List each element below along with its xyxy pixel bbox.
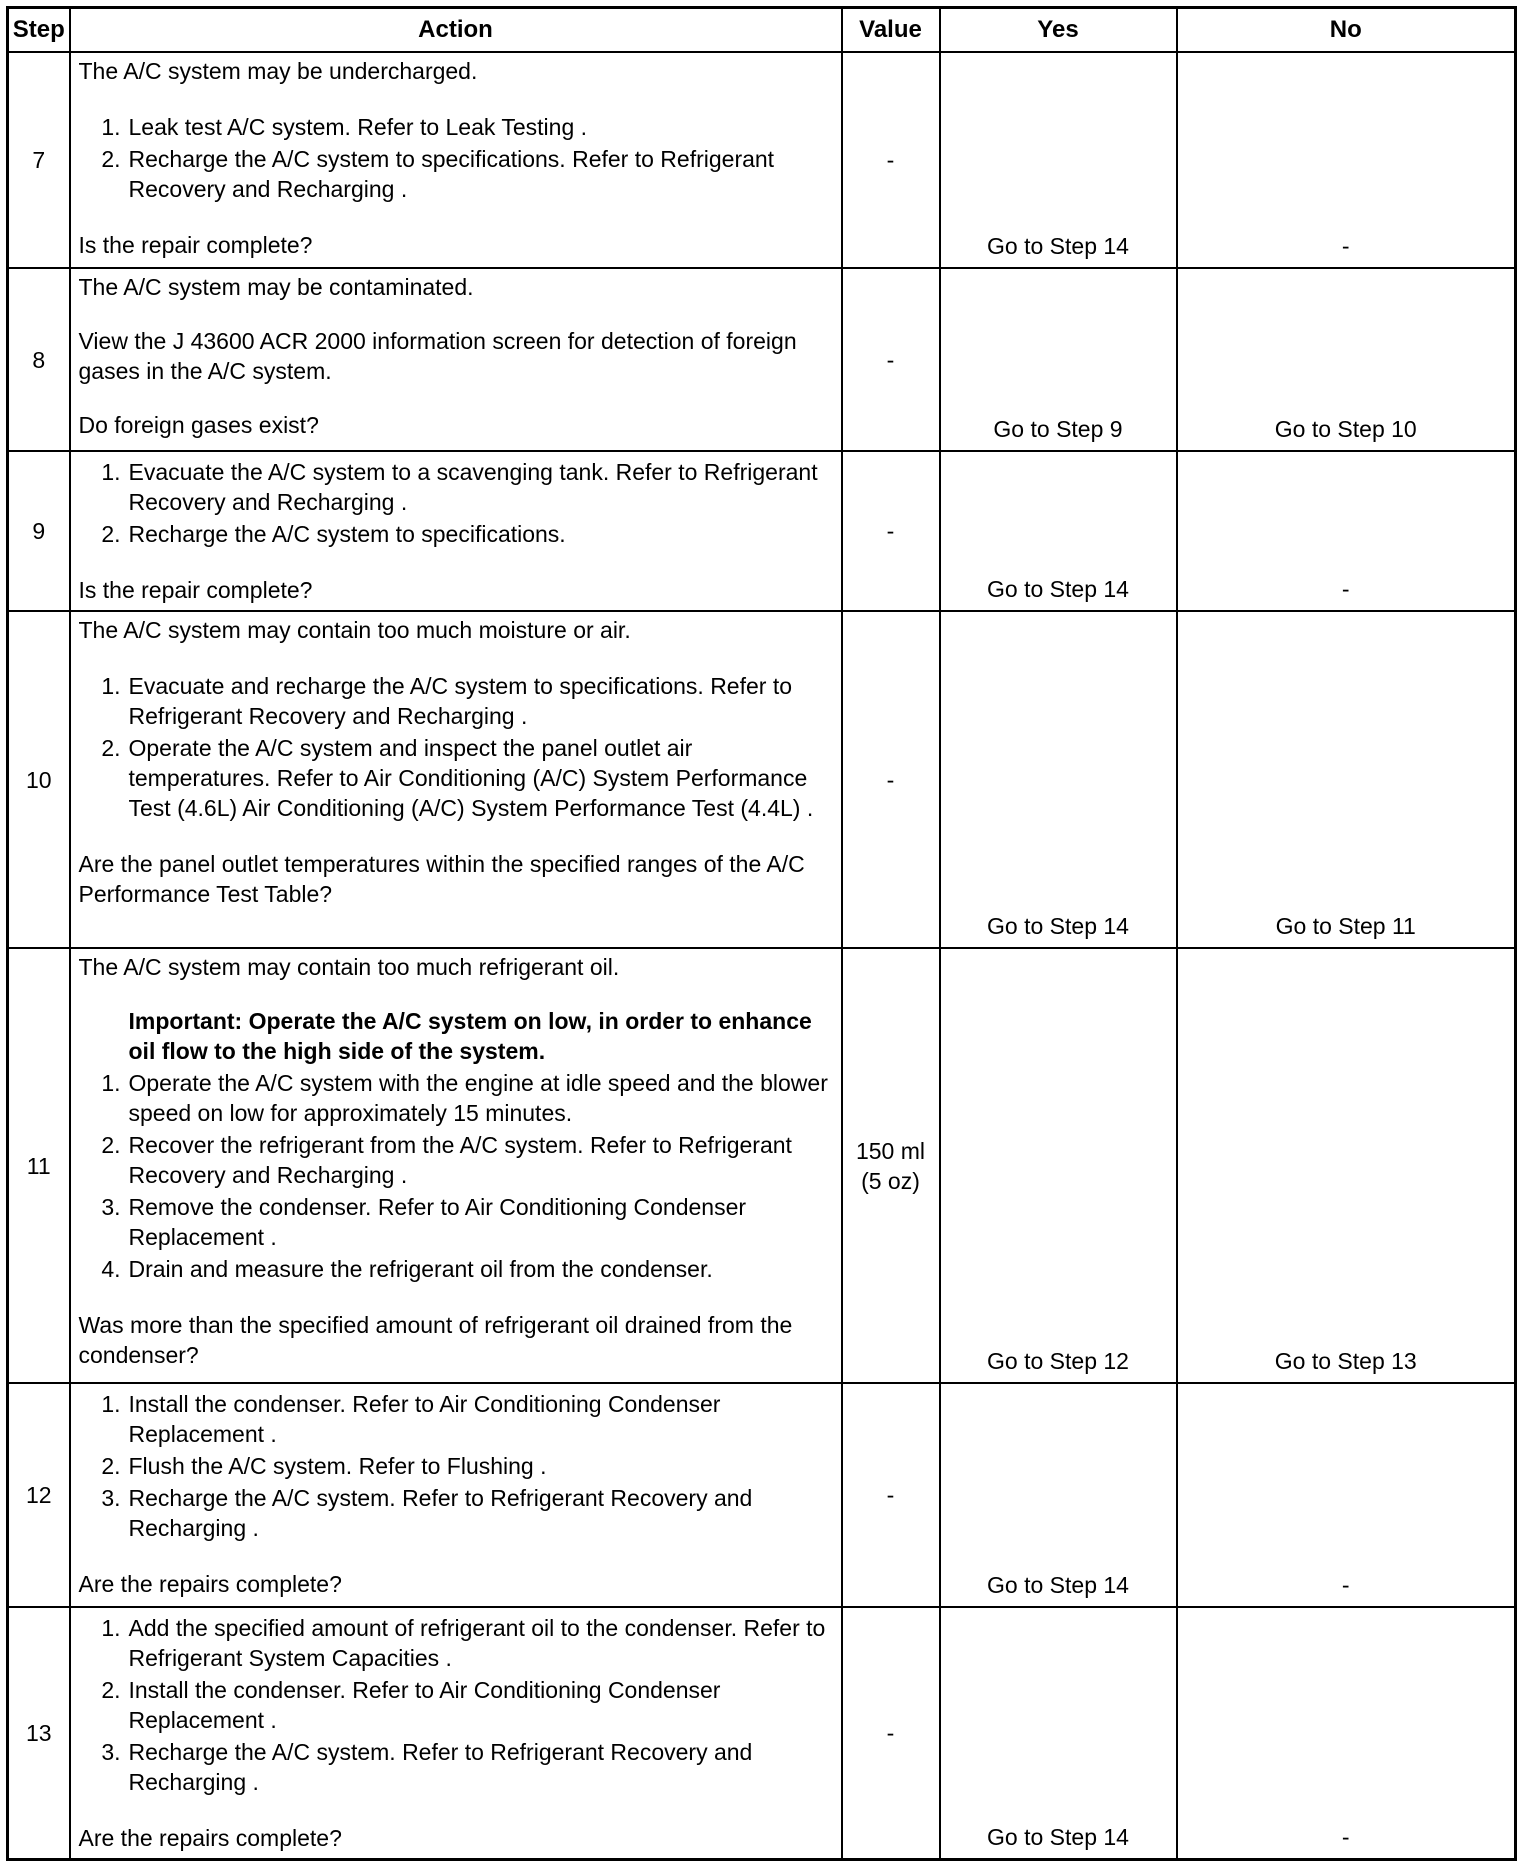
action-cell (70, 52, 842, 268)
procedure-item: 1. Operate the A/C system with the engine at idle speed and the blower speed on low for approximately 15 minutes. (101, 1070, 828, 1126)
no-cell: - (1177, 451, 1516, 611)
yes-cell: Go to Step 14 (940, 52, 1177, 268)
header-row (8, 8, 1516, 53)
procedure-list (79, 112, 833, 204)
action-cell (70, 451, 842, 611)
action-question: Are the repairs complete? (78, 1571, 342, 1597)
header-value: Value (842, 8, 940, 53)
header-step: Step (8, 8, 70, 53)
procedure-item: 3. Recharge the A/C system. Refer to Refrigerant Recovery and Recharging . (101, 1739, 753, 1795)
step-number: 9 (8, 451, 70, 611)
action-intro: The A/C system may contain too much refrigerant oil. (78, 954, 620, 980)
diagnostic-document (6, 6, 1514, 1852)
yes-cell: Go to Step 12 (940, 948, 1177, 1383)
table-row (8, 1383, 1516, 1607)
procedure-item: 1. Install the condenser. Refer to Air Conditioning Condenser Replacement . (101, 1391, 721, 1447)
no-cell: - (1177, 1607, 1516, 1860)
value-cell: - (842, 611, 940, 948)
table-row (8, 52, 1516, 268)
no-cell: Go to Step 11 (1177, 611, 1516, 948)
value-amount-oz: (5 oz) (861, 1167, 920, 1194)
procedure-item: 4. Drain and measure the refrigerant oil from the condenser. (101, 1256, 713, 1282)
step-number: 11 (8, 948, 70, 1383)
action-question: Is the repair complete? (78, 232, 313, 258)
yes-cell: Go to Step 14 (940, 451, 1177, 611)
procedure-item: 2. Recharge the A/C system to specifications. (101, 521, 566, 547)
table-row (8, 268, 1516, 451)
action-question: Are the repairs complete? (78, 1825, 342, 1851)
action-question: Are the panel outlet temperatures within the specified ranges of the A/C Performance Test Table? (78, 851, 805, 907)
action-question: Was more than the specified amount of refrigerant oil drained from the condenser? (78, 1312, 793, 1368)
table-row (8, 1607, 1516, 1860)
value-cell: - (842, 1607, 940, 1860)
value-cell: - (842, 52, 940, 268)
step-number: 12 (8, 1383, 70, 1607)
action-question: Do foreign gases exist? (78, 412, 319, 438)
action-cell (70, 1383, 842, 1607)
no-cell: - (1177, 1383, 1516, 1607)
procedure-item: 1. Leak test A/C system. Refer to Leak Testing . (101, 114, 588, 140)
header-no: No (1177, 8, 1516, 53)
table-row (8, 451, 1516, 611)
procedure-item: 2. Flush the A/C system. Refer to Flushing . (101, 1453, 547, 1479)
no-cell: Go to Step 13 (1177, 948, 1516, 1383)
procedure-item: 3. Remove the condenser. Refer to Air Conditioning Condenser Replacement . (101, 1194, 747, 1250)
action-intro: The A/C system may be undercharged. (78, 58, 478, 84)
action-cell (70, 948, 842, 1383)
action-cell (70, 268, 842, 451)
yes-cell: Go to Step 14 (940, 611, 1177, 948)
action-body: View the J 43600 ACR 2000 information screen for detection of foreign gases in the A/C system. (78, 328, 797, 384)
procedure-item: 2. Operate the A/C system and inspect the panel outlet air temperatures. Refer to Air Conditioning (A/C) System Performance Test (4.6L) Air Conditioning (A/C) System Performance Test (4.4L) . (101, 735, 814, 821)
no-cell: - (1177, 52, 1516, 268)
value-cell (842, 948, 940, 1383)
step-number: 10 (8, 611, 70, 948)
diagnostic-table (6, 6, 1517, 1861)
procedure-item: 3. Recharge the A/C system. Refer to Refrigerant Recovery and Recharging . (101, 1485, 753, 1541)
value-cell: - (842, 268, 940, 451)
step-number: 8 (8, 268, 70, 451)
yes-cell: Go to Step 9 (940, 268, 1177, 451)
table-row (8, 948, 1516, 1383)
action-cell (70, 611, 842, 948)
procedure-list (79, 1068, 833, 1284)
action-intro: The A/C system may be contaminated. (78, 274, 474, 300)
yes-cell: Go to Step 14 (940, 1607, 1177, 1860)
value-cell: - (842, 1383, 940, 1607)
step-number: 7 (8, 52, 70, 268)
procedure-list (79, 457, 833, 549)
action-question: Is the repair complete? (78, 577, 313, 603)
header-action: Action (70, 8, 842, 53)
procedure-item: 1. Add the specified amount of refrigerant oil to the condenser. Refer to Refrigerant System Capacities . (101, 1615, 826, 1671)
important-note: Important: Operate the A/C system on low, in order to enhance oil flow to the high side of the system. (128, 1008, 812, 1064)
procedure-item: 2. Recharge the A/C system to specifications. Refer to Refrigerant Recovery and Recharging . (101, 146, 775, 202)
procedure-list (79, 1389, 833, 1543)
procedure-item: 2. Install the condenser. Refer to Air Conditioning Condenser Replacement . (101, 1677, 721, 1733)
procedure-item: 2. Recover the refrigerant from the A/C system. Refer to Refrigerant Recovery and Recharging . (101, 1132, 792, 1188)
action-intro: The A/C system may contain too much moisture or air. (78, 617, 631, 643)
procedure-item: 1. Evacuate and recharge the A/C system to specifications. Refer to Refrigerant Recovery and Recharging . (101, 673, 793, 729)
procedure-item: 1. Evacuate the A/C system to a scavenging tank. Refer to Refrigerant Recovery and Recharging . (101, 459, 818, 515)
action-cell (70, 1607, 842, 1860)
value-cell: - (842, 451, 940, 611)
value-amount: 150 ml (855, 1137, 926, 1164)
no-cell: Go to Step 10 (1177, 268, 1516, 451)
step-number: 13 (8, 1607, 70, 1860)
procedure-list (79, 671, 833, 823)
yes-cell: Go to Step 14 (940, 1383, 1177, 1607)
procedure-list (79, 1613, 833, 1797)
header-yes: Yes (940, 8, 1177, 53)
table-row (8, 611, 1516, 948)
